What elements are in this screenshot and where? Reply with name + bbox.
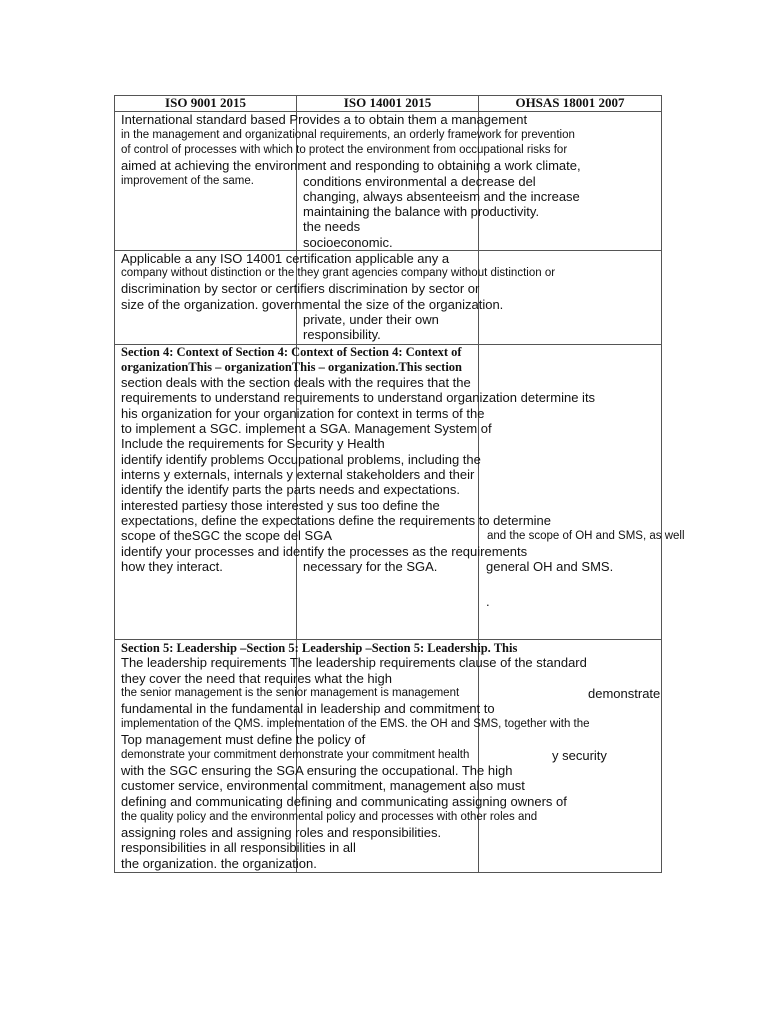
text-line: y security (552, 748, 607, 763)
text-line: the organization. the organization. (121, 856, 317, 871)
text-line: to implement a SGC. implement a SGA. Management System of (121, 421, 492, 436)
text-line: Section 4: Context of Section 4: Context of Section 4: Context of (121, 345, 462, 359)
table-border-right (661, 95, 662, 873)
text-line: improvement of the same. (121, 175, 254, 187)
table-border-left (114, 95, 115, 873)
text-line: organizationThis – organizationThis – organization.This section (121, 360, 463, 374)
text-line: scope of theSGC the scope del SGA (121, 528, 333, 543)
text-line: the quality policy and the environmental policy and processes with other roles and (121, 811, 538, 823)
text-line: identify the identify parts the parts needs and expectations. (121, 482, 460, 497)
row-divider-3 (114, 639, 662, 640)
text-line: Section 5: Leadership –Section 5: Leadership –Section 5: Leadership. This (121, 641, 518, 655)
text-line: . (486, 594, 490, 609)
table-border-bottom (114, 872, 662, 873)
text-line: private, under their own (303, 312, 439, 327)
text-line: identify your processes and identify the processes as the requirements (121, 544, 528, 559)
text-line: maintaining the balance with productivity. (303, 204, 540, 219)
text-line: customer service, environmental commitment, management also must (121, 778, 525, 793)
text-line: company without distinction or the they grant agencies company without distinction or (121, 267, 556, 279)
text-line: demonstrate (588, 686, 661, 701)
text-line: the needs (303, 219, 361, 234)
text-line: aimed at achieving the environment and responding to obtaining a work climate, (121, 158, 581, 173)
text-line: interns y externals, internals y external stakeholders and their (121, 467, 475, 482)
text-line: expectations, define the expectations define the requirements to determine (121, 513, 551, 528)
header-ohsas-18001: OHSAS 18001 2007 (515, 95, 625, 110)
text-line: International standard based Provides a to obtain them a management (121, 112, 528, 127)
text-line: identify identify problems Occupational problems, including the (121, 452, 481, 467)
text-line: in the management and organizational requirements, an orderly framework for prevention (121, 129, 575, 141)
text-line: and the scope of OH and SMS, as well (487, 530, 685, 542)
text-line: demonstrate your commitment demonstrate your commitment health (121, 749, 470, 761)
text-line: the senior management is the senior management is management (121, 687, 460, 699)
text-line: implementation of the QMS. implementation of the EMS. the OH and SMS, together with the (121, 718, 590, 730)
text-line: defining and communicating defining and communicating assigning owners of (121, 794, 567, 809)
text-line: interested partiesy those interested y sus too define the (121, 498, 440, 513)
text-line: responsibility. (303, 327, 381, 342)
text-line: socioeconomic. (303, 235, 393, 250)
header-iso-14001: ISO 14001 2015 (343, 95, 432, 110)
text-line: they cover the need that requires what the high (121, 671, 393, 686)
text-line: changing, always absenteeism and the increase (303, 189, 580, 204)
text-line: section deals with the section deals with the requires that the (121, 375, 471, 390)
text-line: general OH and SMS. (486, 559, 614, 574)
text-line: fundamental in the fundamental in leadership and commitment to (121, 701, 495, 716)
text-line: conditions environmental a decrease del (303, 174, 536, 189)
text-line: size of the organization. governmental the size of the organization. (121, 297, 504, 312)
text-line: responsibilities in all responsibilities in all (121, 840, 356, 855)
text-line: requirements to understand requirements to understand organization determine its (121, 390, 596, 405)
text-line: his organization for your organization for context in terms of the (121, 406, 485, 421)
text-line: with the SGC ensuring the SGA ensuring the occupational. The high (121, 763, 513, 778)
text-line: Top management must define the policy of (121, 732, 366, 747)
text-line: how they interact. (121, 559, 223, 574)
text-line: discrimination by sector or certifiers discrimination by sector or (121, 281, 480, 296)
text-line: of control of processes with which to protect the environment from occupational risks for (121, 144, 568, 156)
text-line: assigning roles and assigning roles and responsibilities. (121, 825, 442, 840)
text-line: Include the requirements for Security y Health (121, 436, 385, 451)
text-line: The leadership requirements The leadership requirements clause of the standard (121, 655, 587, 670)
text-line: Applicable a any ISO 14001 certification applicable any a (121, 251, 450, 266)
header-iso-9001: ISO 9001 2015 (165, 95, 246, 110)
text-line: necessary for the SGA. (303, 559, 438, 574)
